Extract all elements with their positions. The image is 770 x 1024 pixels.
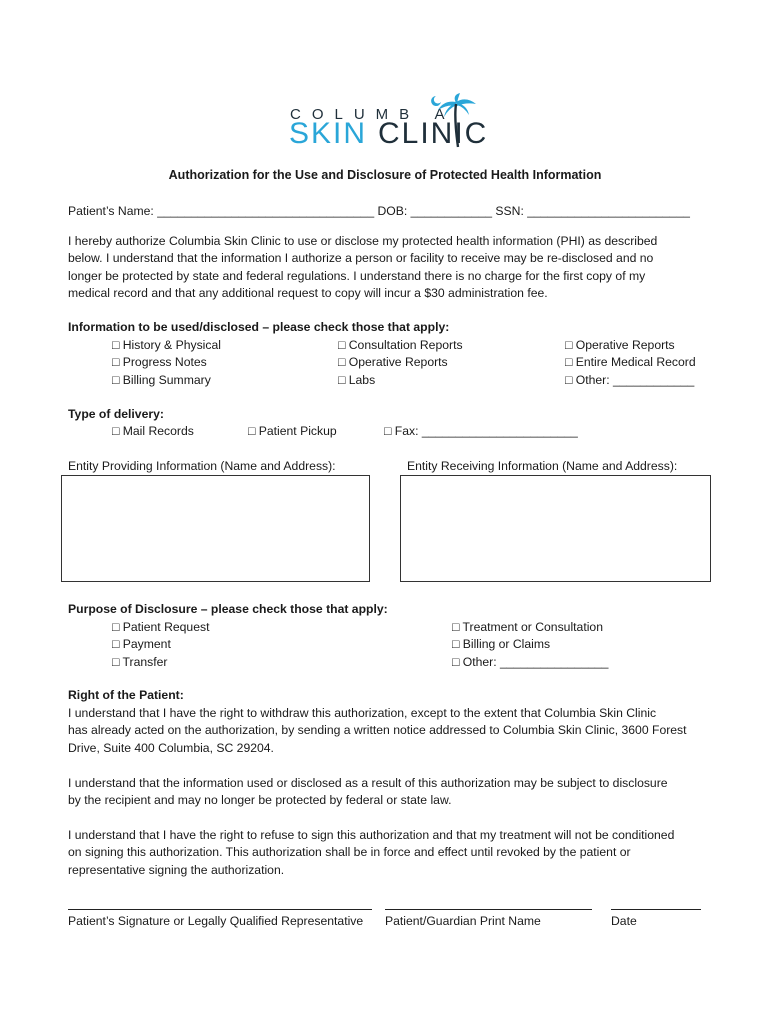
palm-tree-icon — [426, 92, 482, 148]
rights-line: on signing this authorization. This authorization shall be in force and effect until revoked by the patient or — [68, 845, 631, 860]
checkbox-entire-medical-record[interactable]: □ Entire Medical Record — [565, 355, 696, 370]
checkbox-consultation-reports[interactable]: □ Consultation Reports — [338, 338, 463, 352]
checkbox-transfer[interactable]: □ Transfer — [112, 654, 168, 669]
checkbox-patient-request[interactable]: □ Patient Request — [112, 620, 210, 634]
form-title: Authorization for the Use and Disclosure of Protected Health Information — [168, 168, 602, 182]
rights-paragraph-3 — [68, 827, 708, 879]
entity-providing-label: Entity Providing Information (Name and Address): — [68, 459, 336, 473]
checkbox-patient-pickup[interactable]: □ Patient Pickup — [248, 424, 337, 438]
logo-skin-text: SKIN — [289, 117, 368, 150]
entity-receiving-label: Entity Receiving Information (Name and Address): — [407, 459, 678, 473]
info-options-col3 — [565, 337, 696, 389]
info-section-heading: Information to be used/disclosed – please check those that apply: — [68, 320, 450, 334]
intro-line: longer be protected by state and federal regulations. I understand there is no charge for the first copy of my — [68, 268, 646, 283]
checkbox-purpose-other[interactable]: □ Other: ________________ — [452, 654, 609, 669]
purpose-options-col2 — [452, 619, 608, 671]
checkbox-history-physical[interactable]: □ History & Physical — [112, 338, 221, 352]
checkbox-payment[interactable]: □ Payment — [112, 637, 171, 652]
intro-line: medical record and that any additional request to copy will incur a $30 administration fee. — [68, 286, 548, 301]
purpose-options-col1 — [112, 619, 209, 671]
signature-line[interactable] — [68, 909, 372, 910]
delivery-heading: Type of delivery: — [68, 407, 164, 421]
intro-line: I hereby authorize Columbia Skin Clinic to use or disclose my protected health information (PHI) as described — [68, 234, 658, 248]
logo-wordmark-top: COLUMB A — [290, 106, 456, 123]
entity-receiving-box[interactable] — [400, 475, 711, 582]
print-name-label: Patient/Guardian Print Name — [385, 914, 541, 928]
info-options-col1 — [112, 337, 221, 389]
patient-info-line[interactable]: Patient’s Name: ________________________________ DOB: ____________ SSN: ________________________ — [68, 204, 690, 218]
checkbox-operative-reports-2[interactable]: □ Operative Reports — [565, 338, 675, 352]
rights-line: Drive, Suite 400 Columbia, SC 29204. — [68, 740, 274, 755]
entity-providing-box[interactable] — [61, 475, 370, 582]
checkbox-treatment-consultation[interactable]: □ Treatment or Consultation — [452, 620, 603, 634]
intro-line: below. I understand that the information I authorize a person or facility to receive may be re-disclosed and no — [68, 251, 654, 266]
rights-line: I understand that the information used or disclosed as a result of this authorization may be subject to disclosure — [68, 776, 668, 790]
checkbox-progress-notes[interactable]: □ Progress Notes — [112, 355, 207, 370]
checkbox-fax[interactable]: □ Fax: _______________________ — [384, 424, 578, 438]
rights-heading: Right of the Patient: — [68, 688, 184, 702]
rights-line: representative signing the authorization. — [68, 862, 285, 877]
purpose-heading: Purpose of Disclosure – please check those that apply: — [68, 602, 388, 616]
rights-line: by the recipient and may no longer be protected by federal or state law. — [68, 793, 452, 808]
checkbox-other[interactable]: □ Other: ____________ — [565, 372, 695, 387]
info-options-col2 — [338, 337, 463, 389]
intro-paragraph — [68, 233, 708, 303]
checkbox-operative-reports[interactable]: □ Operative Reports — [338, 355, 448, 370]
rights-paragraph-1 — [68, 705, 708, 757]
rights-line: I understand that I have the right to refuse to sign this authorization and that my treatment will not be conditioned — [68, 828, 675, 842]
checkbox-billing-summary[interactable]: □ Billing Summary — [112, 372, 211, 387]
logo-clinic-text: CLINIC — [378, 117, 489, 150]
rights-line: I understand that I have the right to withdraw this authorization, except to the extent that Columbia Skin Clinic — [68, 706, 657, 720]
date-label: Date — [611, 914, 637, 928]
checkbox-billing-claims[interactable]: □ Billing or Claims — [452, 637, 551, 652]
checkbox-mail-records[interactable]: □ Mail Records — [112, 424, 194, 438]
signature-label: Patient’s Signature or Legally Qualified Representative — [68, 914, 364, 928]
date-line[interactable] — [611, 909, 701, 910]
checkbox-labs[interactable]: □ Labs — [338, 372, 376, 387]
print-name-line[interactable] — [385, 909, 592, 910]
rights-paragraph-2 — [68, 775, 708, 810]
rights-line: has already acted on the authorization, by sending a written notice addressed to Columbia Skin Clinic, 3600 Forest — [68, 723, 687, 738]
